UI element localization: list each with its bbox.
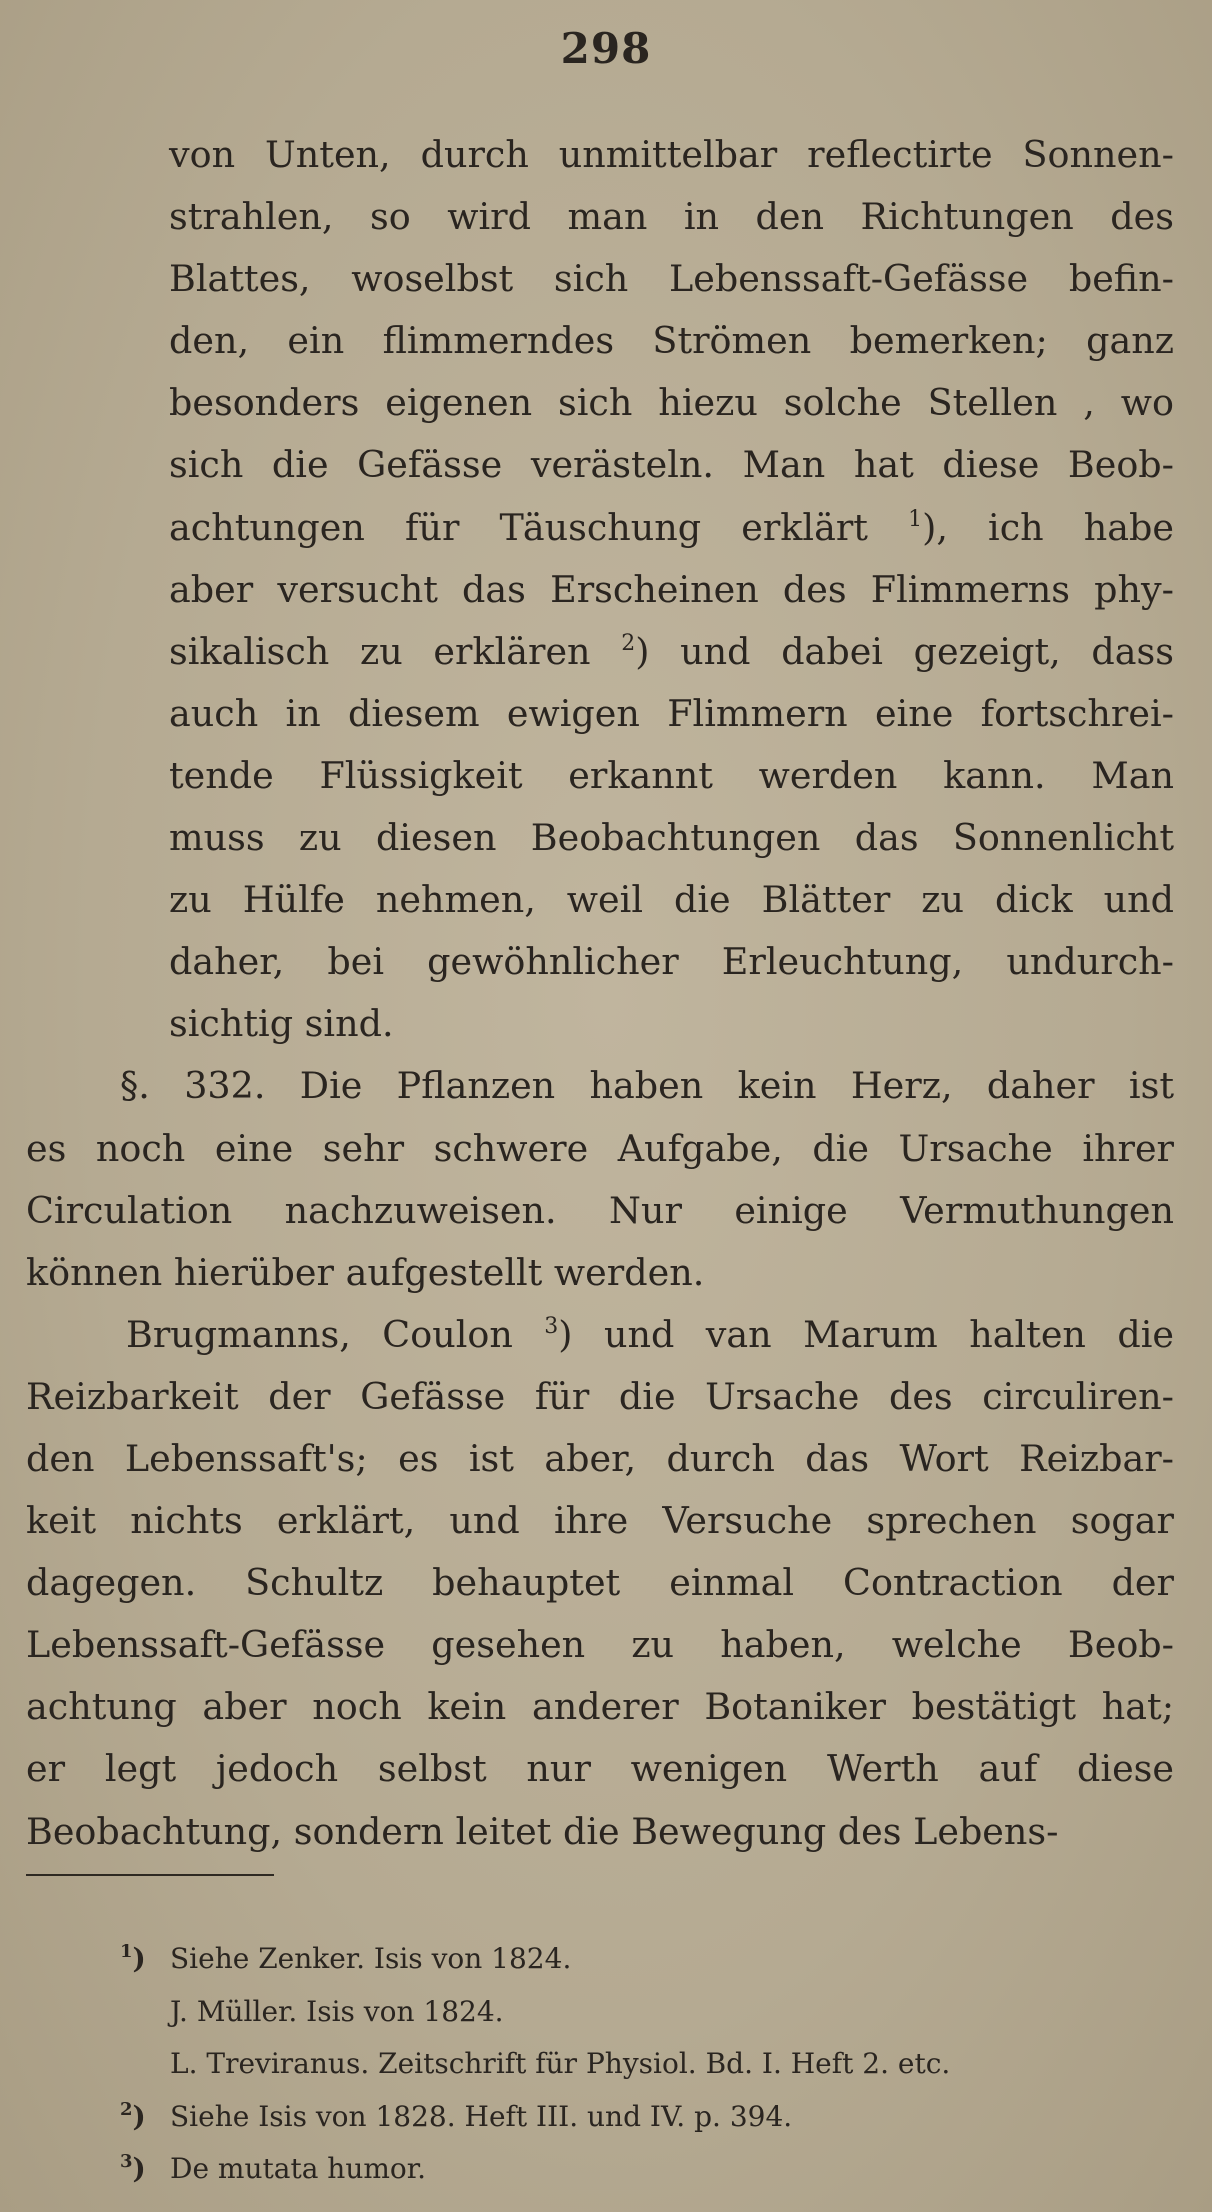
text-run: es noch eine sehr schwere Aufgabe, die Ursache ihrer [26,1126,1174,1170]
text-run: daher, bei gewöhnlicher Erleuchtung, undurch- [169,940,1174,984]
page-number: 298 [560,24,652,73]
footnote-separator [26,1874,274,1876]
text-run: §. 332. Die Pflanzen haben kein Herz, daher ist [120,1064,1174,1108]
text-line [26,931,1174,993]
footnote-reference: 1 [908,506,923,532]
text-run: ) und van Marum halten die [558,1312,1174,1356]
text-line [26,745,1174,807]
text-line [26,1304,1174,1366]
text-run: Beobachtung, sondern leitet die Bewegung des Lebens- [26,1809,1059,1853]
text-line [26,497,1174,559]
text-run: den, ein flimmerndes Strömen bemerken; ganz [169,319,1174,363]
text-run: sichtig sind. [169,1002,394,1046]
footnote-marker: $^2$) [120,2098,146,2133]
text-line [26,559,1174,621]
text-run: besonders eigenen sich hiezu solche Stellen , wo [169,381,1174,425]
footnote-marker: $^3$) [120,2151,146,2185]
text-run: dagegen. Schultz behauptet einmal Contraction der [26,1561,1174,1605]
text-line [26,1118,1174,1180]
text-run: Brugmanns, Coulon [126,1312,545,1356]
text-line [26,1614,1174,1676]
text-run: sich die Gefässe verästeln. Man hat diese Beob- [169,443,1174,487]
text-line [26,993,1174,1055]
footnote-number: 2 [120,2098,133,2120]
text-run: aber versucht das Erscheinen des Flimmerns phy- [169,567,1174,611]
text-run: von Unten, durch unmittelbar reflectirte Sonnen- [169,133,1174,176]
text-line [26,124,1174,186]
footnote-text: Siehe Isis von 1828. Heft III. und IV. p. 394. [170,2099,793,2133]
footnote [120,2143,1190,2196]
footnote [120,2091,1190,2144]
text-run: den Lebenssaft's; es ist aber, durch das Wort Reizbar- [26,1436,1174,1480]
text-line [26,248,1174,310]
text-line [26,621,1174,683]
footnote-number: 3 [120,2151,133,2172]
text-run: Blattes, woselbst sich Lebenssaft-Gefässe befin- [169,257,1174,301]
text-line [26,1242,1174,1304]
footnote [120,2038,1190,2091]
text-run: sikalisch zu erklären [169,629,622,673]
footnotes [120,1933,1190,2196]
text-line [26,1490,1174,1552]
text-run: ), ich habe [922,505,1174,549]
text-line [26,1180,1174,1242]
text-run: er legt jedoch selbst nur wenigen Werth auf diese [26,1747,1174,1791]
text-run: Reizbarkeit der Gefässe für die Ursache des circuliren- [26,1374,1174,1418]
text-run: auch in diesem ewigen Flimmern eine fortschrei- [169,691,1174,735]
text-line [26,1676,1174,1738]
text-run: Lebenssaft-Gefässe gesehen zu haben, welche Beob- [26,1623,1174,1667]
footnote-reference: 2 [621,630,636,656]
text-line [26,1801,1174,1863]
text-line [26,807,1174,869]
footnote-text: J. Müller. Isis von 1824. [170,1994,504,2028]
text-run: Circulation nachzuweisen. Nur einige Vermuthungen [26,1188,1174,1232]
text-line [26,1552,1174,1614]
text-line [26,683,1174,745]
text-run: keit nichts erklärt, und ihre Versuche sprechen sogar [26,1499,1174,1543]
footnote-marker: $^1$) [120,1941,146,1975]
text-run: strahlen, so wird man in den Richtungen des [169,195,1174,239]
text-line [26,869,1174,931]
text-run: achtung aber noch kein anderer Botaniker bestätigt hat; [26,1685,1174,1729]
text-line [26,186,1174,248]
text-run: achtungen für Täuschung erklärt [169,505,909,549]
body-text [26,124,1174,1863]
text-run: können hierüber aufgestellt werden. [26,1250,705,1294]
text-line [26,1428,1174,1490]
footnote [120,1986,1190,2039]
text-run: tende Flüssigkeit erkannt werden kann. Man [169,753,1174,797]
text-line [26,434,1174,496]
footnote-text: De mutata humor. [170,2152,426,2185]
text-run: ) und dabei gezeigt, dass [635,629,1174,673]
footnote-number: 1 [120,1941,133,1962]
footnote-text: Siehe Zenker. Isis von 1824. [170,1942,572,1975]
text-line [26,1055,1174,1117]
text-line [26,310,1174,372]
text-run: zu Hülfe nehmen, weil die Blätter zu dick und [169,878,1174,922]
text-line [26,1738,1174,1800]
text-run: muss zu diesen Beobachtungen das Sonnenlicht [169,816,1174,860]
text-line [26,372,1174,434]
footnote-reference: 3 [544,1313,559,1339]
footnote [120,1933,1190,1986]
text-line [26,1366,1174,1428]
footnote-text: L. Treviranus. Zeitschrift für Physiol. Bd. I. Heft 2. etc. [170,2047,951,2080]
